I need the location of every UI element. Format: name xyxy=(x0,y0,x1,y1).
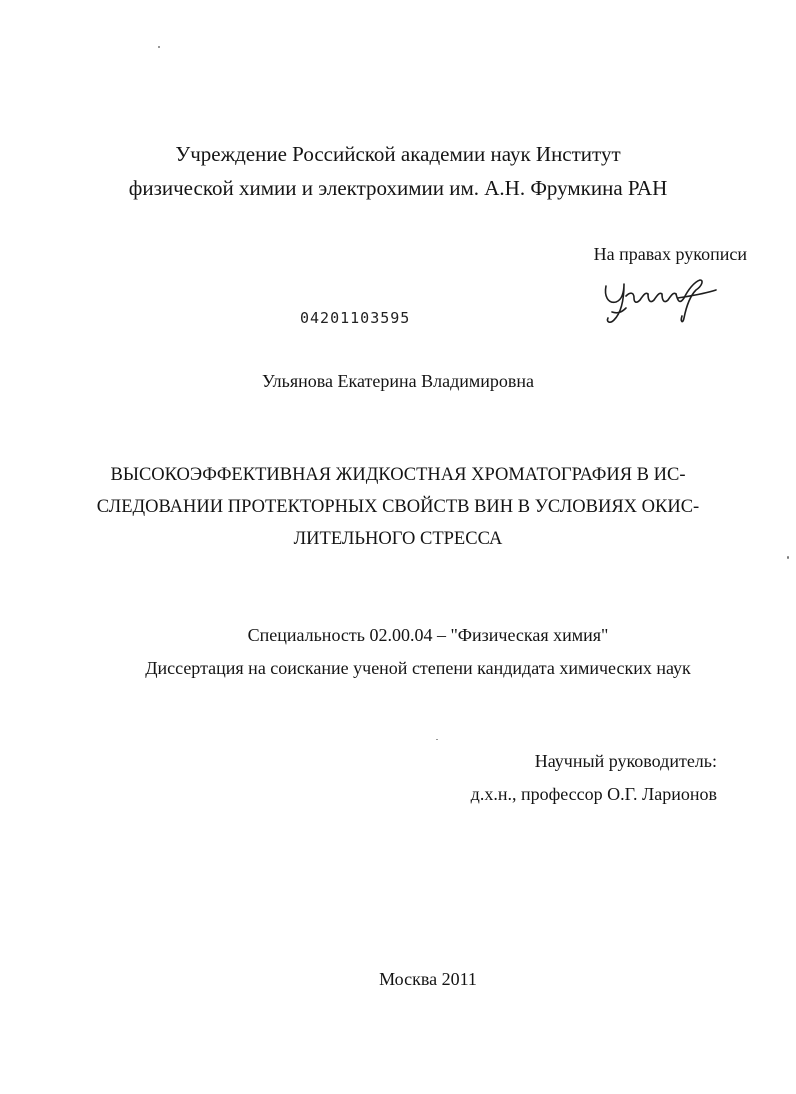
dissertation-title-line-1: ВЫСОКОЭФФЕКТИВНАЯ ЖИДКОСТНАЯ ХРОМАТОГРАФИЯ В ИС- xyxy=(110,465,686,485)
dissertation-title-line-3: ЛИТЕЛЬНОГО СТРЕССА xyxy=(293,529,503,549)
dissertation-title-line-2: СЛЕДОВАНИИ ПРОТЕКТОРНЫХ СВОЙСТВ ВИН В УСЛОВИЯХ ОКИС- xyxy=(96,497,700,517)
scan-speck xyxy=(158,46,160,48)
supervisor-name: д.х.н., профессор О.Г. Ларионов xyxy=(470,784,717,804)
institution-line-1: Учреждение Российской академии наук Институт xyxy=(175,142,621,166)
registration-number: 04201103595 xyxy=(300,309,411,327)
city-and-year: Москва 2011 xyxy=(379,969,477,989)
supervisor-label: Научный руководитель: xyxy=(534,751,717,771)
scan-speck xyxy=(787,556,789,559)
dissertation-type-line: Диссертация на соискание ученой степени кандидата химических наук xyxy=(145,658,691,678)
scan-speck xyxy=(436,739,438,740)
author-name: Ульянова Екатерина Владимировна xyxy=(261,371,535,391)
manuscript-rights-note: На правах рукописи xyxy=(593,244,747,264)
institution-line-2: физической химии и электрохимии им. А.Н. Фрумкина РАН xyxy=(128,176,668,200)
author-signature xyxy=(600,272,720,328)
specialty-line: Специальность 02.00.04 – "Физическая химия" xyxy=(247,625,609,645)
